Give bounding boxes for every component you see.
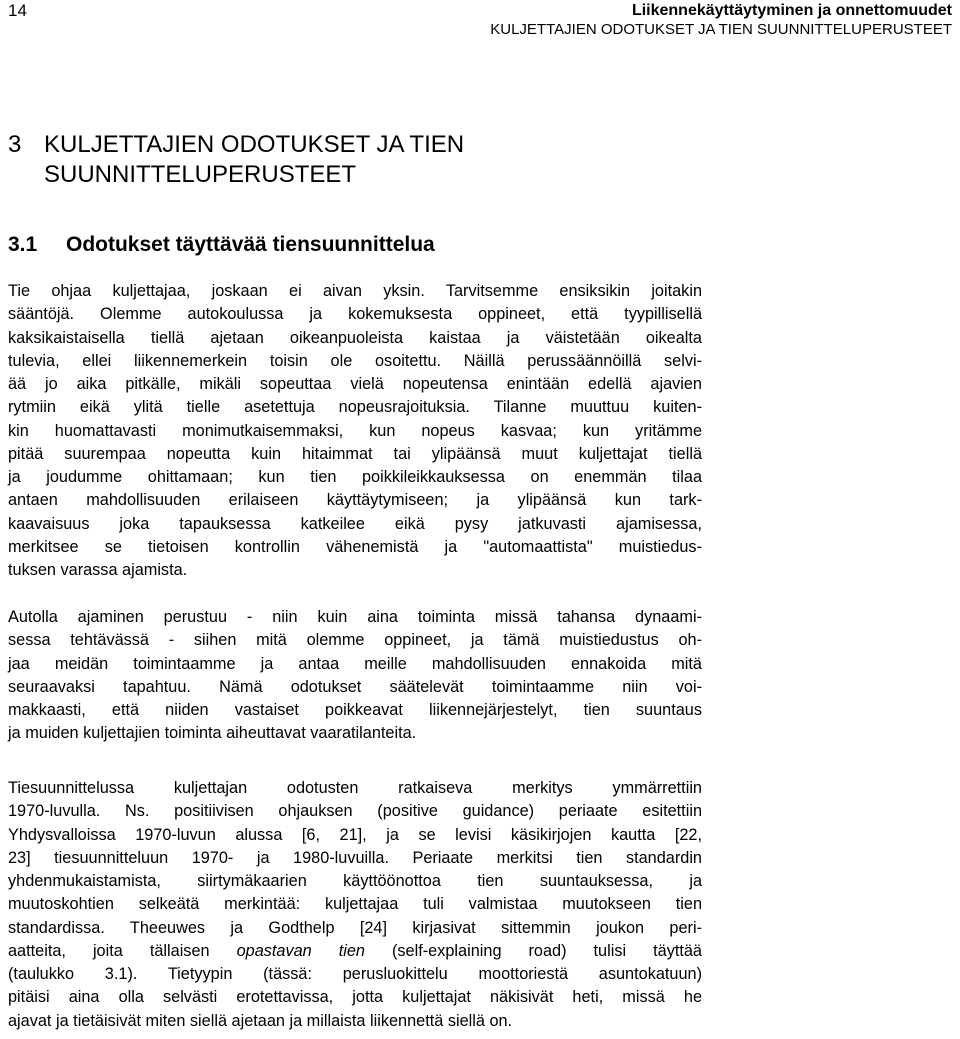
running-subtitle: KULJETTAJIEN ODOTUKSET JA TIEN SUUNNITTELUPERUSTEET bbox=[490, 21, 952, 38]
chapter-title-line1: KULJETTAJIEN ODOTUKSET JA TIEN bbox=[44, 131, 465, 158]
section-heading bbox=[8, 231, 435, 259]
text-line: ja joudumme ohittamaan; kun tien poikkileikkauksessa on enemmän tilaa bbox=[8, 468, 702, 486]
text-line: 1970-luvulla. Ns. positiivisen ohjauksen (positive guidance) periaate esitettiin bbox=[8, 802, 702, 821]
text-line: jaa meidän toimintaamme ja antaa meille mahdollisuuden ennakoida mitä bbox=[8, 654, 702, 673]
text-line: Tiesuunnittelussa kuljettajan odotusten ratkaiseva merkitys ymmärrettiin bbox=[8, 779, 702, 797]
text-segment: aatteita, joita tällaisen bbox=[8, 941, 237, 960]
paragraph-1 bbox=[8, 280, 702, 582]
text-line: muutoskohtien selkeätä merkintää: kuljettajaa tuli valmistaa muutokseen tien bbox=[8, 895, 702, 914]
text-line: ää jo aika pitkälle, mikäli sopeuttaa vielä nopeutensa enintään edellä ajavien bbox=[8, 375, 702, 393]
text-line: seuraavaksi tapahtuu. Nämä odotukset säätelevät toimintaamme niin voi- bbox=[8, 677, 702, 696]
text-line: kaavaisuus joka tapauksessa katkeilee eikä pysy jatkuvasti ajamisessa, bbox=[8, 514, 702, 533]
text-segment: (self-explaining road) tulisi täyttää bbox=[364, 941, 702, 960]
text-line: rytmiin eikä ylitä tielle asetettuja nopeusrajoituksia. Tilanne muuttuu kuiten- bbox=[8, 398, 702, 417]
text-line: tuksen varassa ajamista. bbox=[8, 561, 188, 579]
text-line: 23] tiesuunnitteluun 1970- ja 1980-luvuilla. Periaate merkitsi tien standardin bbox=[8, 848, 702, 867]
running-title: Liikennekäyttäytyminen ja onnettomuudet bbox=[631, 2, 952, 19]
text-line: Yhdysvalloissa 1970-luvun alussa [6, 21], ja se levisi käsikirjojen kautta [22, bbox=[8, 825, 702, 844]
chapter-heading bbox=[8, 130, 464, 190]
section-title: Odotukset täyttävää tiensuunnittelua bbox=[66, 233, 435, 256]
chapter-number: 3 bbox=[8, 131, 22, 158]
page-header bbox=[8, 0, 952, 50]
text-line: tulevia, ellei liikennemerkein toisin ole osoitettu. Näillä perussäännöillä selvi- bbox=[8, 351, 702, 370]
text-line: ajavat ja tietäisivät miten siellä ajetaan ja millaista liikennettä siellä on. bbox=[8, 1011, 513, 1030]
text-line: kaksikaistaisella tiellä ajetaan oikeanpuoleista kaistaa ja väistetään oikealta bbox=[8, 328, 702, 347]
text-line: antaen mahdollisuuden erilaiseen käyttäytymiseen; ja ylipäänsä kun tark- bbox=[8, 491, 702, 510]
text-line: Autolla ajaminen perustuu - niin kuin aina toiminta missä tahansa dynaami- bbox=[8, 608, 702, 626]
text-line: kin huomattavasti monimutkaisemmaksi, kun nopeus kasvaa; kun yritämme bbox=[8, 421, 702, 440]
text-line-with-italic bbox=[8, 940, 702, 963]
text-line: pitäisi aina olla selvästi erotettavissa, jotta kuljettajat näkisivät heti, missä he bbox=[8, 988, 702, 1007]
italic-term: opastavan tien bbox=[236, 941, 365, 960]
text-line: ja muiden kuljettajien toiminta aiheuttavat vaaratilanteita. bbox=[8, 724, 417, 743]
text-line: makkaasti, että niiden vastaiset poikkeavat liikennejärjestelyt, tien suuntaus bbox=[8, 701, 702, 719]
paragraph-3 bbox=[8, 777, 702, 1033]
text-line: yhdenmukaistamista, siirtymäkaarien käyttöönottoa tien suuntauksessa, ja bbox=[8, 872, 702, 890]
page-number: 14 bbox=[8, 1, 27, 20]
paragraph-2 bbox=[8, 606, 702, 746]
text-line: standardissa. Theeuwes ja Godthelp [24] kirjasivat sittemmin joukon peri- bbox=[8, 918, 702, 937]
text-line: sessa tehtävässä - siihen mitä olemme oppineet, ja tämä muistiedustus oh- bbox=[8, 631, 702, 650]
text-line: merkitsee se tietoisen kontrollin vähenemistä ja "automaattista" muistiedus- bbox=[8, 537, 702, 556]
section-number: 3.1 bbox=[8, 233, 38, 256]
text-line: sääntöjä. Olemme autokoulussa ja kokemuksesta oppineet, että tyypillisellä bbox=[8, 305, 702, 324]
text-line: (taulukko 3.1). Tietyypin (tässä: perusluokittelu moottoriestä asuntokatuun) bbox=[8, 965, 702, 983]
chapter-title-line2: SUUNNITTELUPERUSTEET bbox=[44, 161, 357, 188]
text-line: Tie ohjaa kuljettajaa, joskaan ei aivan yksin. Tarvitsemme ensiksikin joitakin bbox=[8, 282, 702, 300]
text-line: pitää suurempaa nopeutta kuin hitaimmat tai ylipäänsä muut kuljettajat tiellä bbox=[8, 444, 702, 463]
